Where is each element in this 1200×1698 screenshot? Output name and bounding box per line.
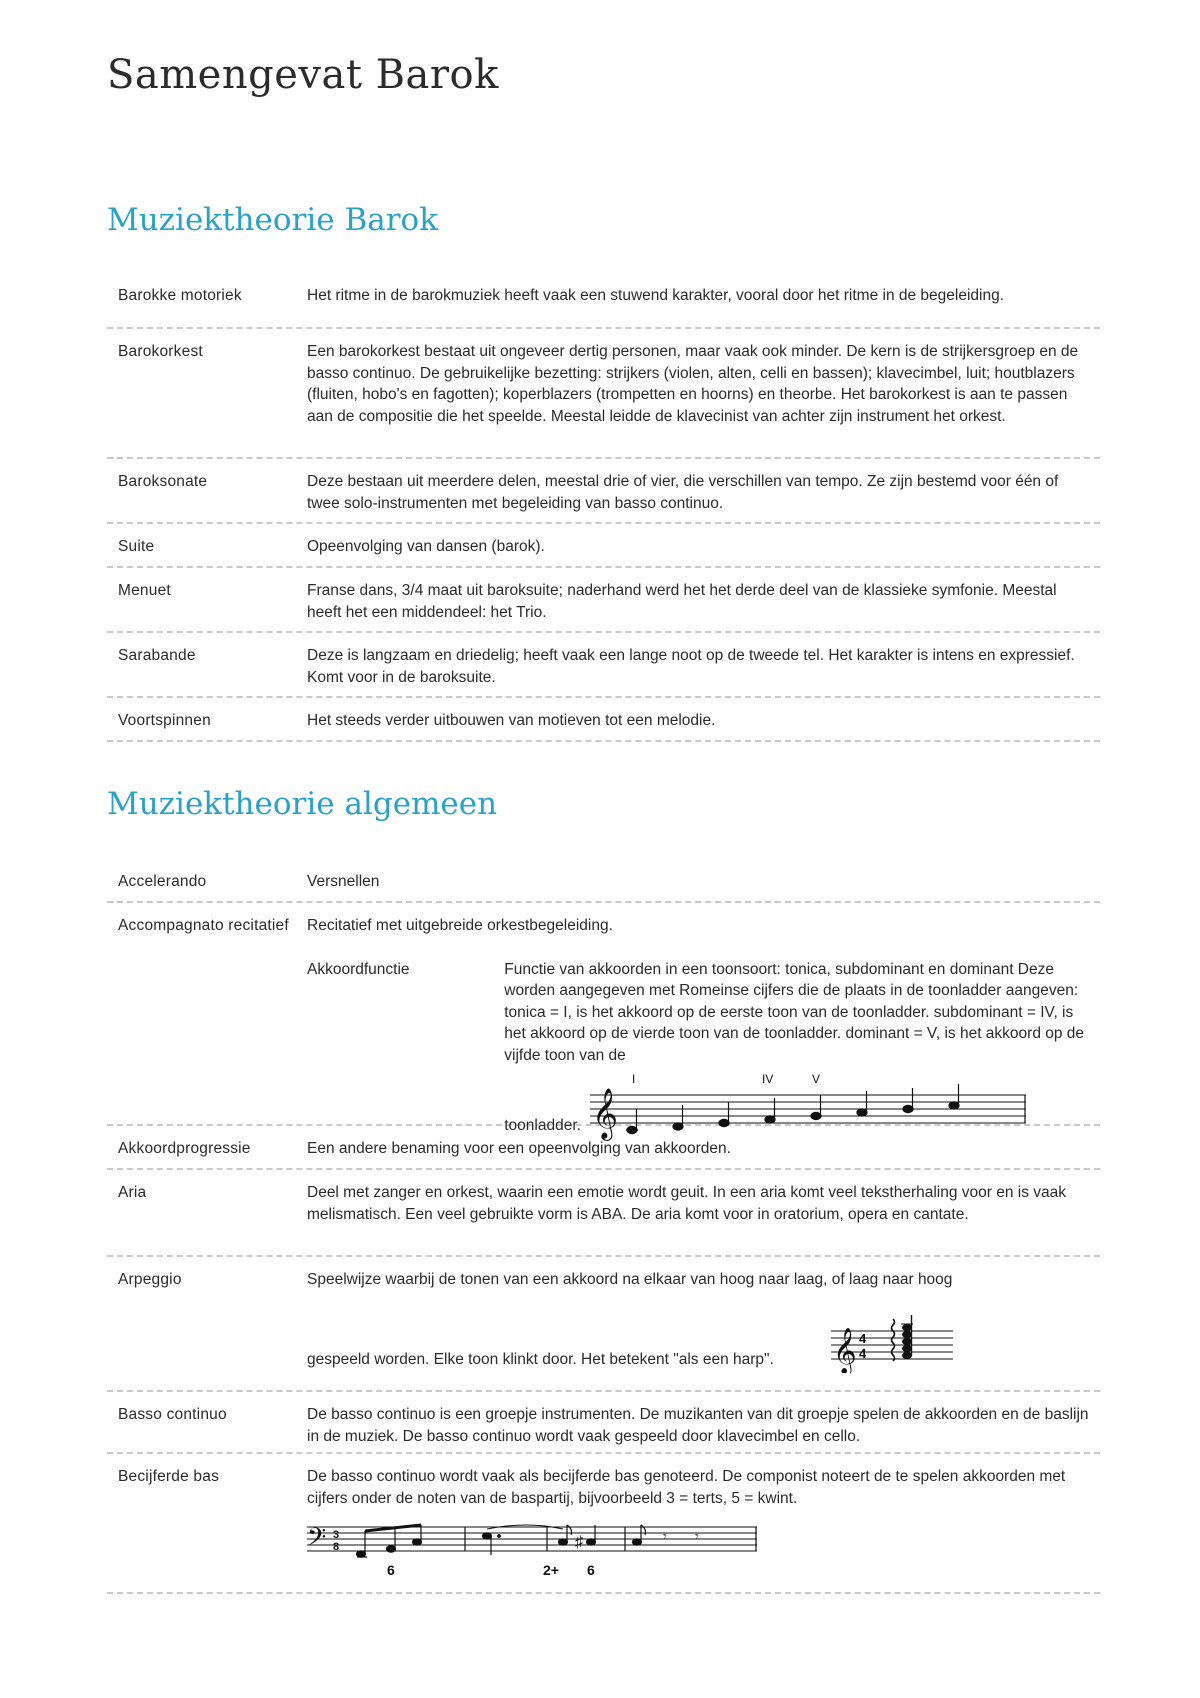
term: Basso continuo [118, 1406, 227, 1423]
term: Accelerando [118, 873, 207, 890]
nested-definition-text: Functie van akkoorden in een toonsoort: tonica, subdominant en dominant Deze worden aangegeven met Romeinse cijfers die de plaats in de toonladder aangeven: tonica = I, is het akkoord op de eerste toon van de toonladder. subdominant = IV, is het akkoord op de vierde toon van de toonladder. dominant = V, is het akkoord op de vijfde toon van de [504, 960, 1085, 1064]
definition-end: gespeeld worden. Elke toon klinkt door. Het betekent "als een harp". [307, 1351, 774, 1368]
table-row [107, 524, 1100, 568]
glossary-table-algemeen [107, 859, 1100, 1594]
term: Sarabande [118, 647, 196, 664]
arpeggio-chord-staff [831, 1313, 961, 1373]
term: Aria [118, 1184, 147, 1201]
note-f [765, 1115, 775, 1122]
definition: Deel met zanger en orkest, waarin een emotie wordt geuit. In een aria komt veel tekstherhaling voor en is vaak melismatisch. Een veel gebruikte vorm is ABA. De aria komt voor in oratorium, opera en cantate. [307, 1184, 1067, 1223]
definition: Het ritme in de barokmuziek heeft vaak een stuwend karakter, vooral door het ritme in de begeleiding. [307, 287, 1005, 304]
table-row [107, 698, 1100, 742]
section-title-barok: Muziektheorie Barok [107, 202, 438, 238]
table-row [107, 903, 1100, 1138]
table-row [107, 1454, 1100, 1594]
time-sig-top: 4 [859, 1330, 867, 1346]
definition [307, 1454, 1100, 1592]
page-title: Samengevat Barok [107, 52, 499, 98]
note-c2 [949, 1101, 959, 1108]
figure-6-second: 6 [587, 1562, 595, 1579]
definition-text: De basso continuo wordt vaak als becijferde bas genoteerd. De componist noteert de te spelen akkoorden met cijfers onder de noten van de baspartij, bijvoorbeeld 3 = terts, 5 = kwint. [307, 1468, 1066, 1507]
glossary-table-barok [107, 273, 1100, 742]
term: Accompagnato recitatief [118, 917, 289, 934]
term: Barokke motoriek [118, 287, 242, 304]
table-row [107, 1392, 1100, 1454]
time-sig-bottom: 4 [859, 1345, 867, 1361]
eighth-rest-icon-2: 𝄾 [695, 1528, 699, 1545]
table-row [107, 568, 1100, 633]
table-row [107, 1170, 1100, 1257]
figured-bass-staff [307, 1517, 767, 1587]
scale-label-IV: IV [762, 1072, 774, 1086]
definition: Een barokorkest bestaat uit ongeveer dertig personen, maar vaak ook minder. De kern is de strijkersgroep en de basso continuo. De gebruikelijke bezetting: strijkers (violen, alten, celli en bassen); klavecimbel, luit; houtblazers (fluiten, hobo's en fagotten); koperblazers (trompetten en hoorns) en theorbe. Het barokorkest is aan te passen aan de compositie die het speelde. Meestal leidde de klavecinist van achter zijn instrument het orkest. [307, 343, 1079, 425]
term: Suite [118, 538, 155, 555]
nested-term: Akkoordfunctie [307, 960, 410, 978]
term: Becijferde bas [118, 1468, 220, 1485]
term: Menuet [118, 582, 171, 599]
table-row [107, 273, 1100, 329]
table-row [107, 1126, 1100, 1170]
definition: Deze is langzaam en driedelig; heeft vaak een lange noot op de tweede tel. Het karakter is intens en expressief. Komt voor in de baroksuite. [307, 647, 1075, 686]
table-row [107, 459, 1100, 524]
scale-label-V: V [812, 1072, 821, 1086]
nested-definition [504, 959, 1092, 1139]
term: Akkoordprogressie [118, 1140, 251, 1157]
figure-2-plus: 2+ [543, 1562, 559, 1579]
sharp-icon: ♯ [575, 1534, 583, 1552]
eighth-rest-icon: 𝄾 [663, 1528, 667, 1545]
table-row [107, 1257, 1100, 1392]
bass-clef-icon: 𝄢 [307, 1524, 327, 1558]
note-g [811, 1112, 821, 1119]
section-title-algemeen: Muziektheorie algemeen [107, 786, 498, 822]
definition [307, 1257, 1100, 1390]
definition: Een andere benaming voor een opeenvolging van akkoorden. [307, 1140, 731, 1157]
definition: Deze bestaan uit meerdere delen, meestal drie of vier, die verschillen van tempo. Ze zijn bestemd voor één of twee solo-instrumenten met begeleiding van basso continuo. [307, 473, 1059, 512]
table-row [107, 633, 1100, 698]
definition: Franse dans, 3/4 maat uit baroksuite; naderhand werd het het derde deel van de klassieke symfonie. Meestal heeft het een middendeel: het Trio. [307, 582, 1057, 621]
definition: Opeenvolging van dansen (barok). [307, 538, 545, 555]
note-b [903, 1105, 913, 1112]
term: Arpeggio [118, 1271, 182, 1288]
term: Barokorkest [118, 343, 203, 360]
term: Voortspinnen [118, 712, 211, 729]
definition: Versnellen [307, 873, 380, 890]
treble-clef-icon: 𝄞 [592, 1088, 619, 1138]
table-row [107, 329, 1100, 459]
definition: Het steeds verder uitbouwen van motieven tot een melodie. [307, 712, 716, 729]
figure-6: 6 [387, 1562, 395, 1579]
treble-clef-icon: 𝄞 [833, 1328, 857, 1373]
arpeggio-line [307, 1291, 1092, 1375]
definition-text: Speelwijze waarbij de tonen van een akkoord na elkaar van hoog naar laag, of laag naar hoog [307, 1271, 953, 1288]
scale-label-I: I [632, 1072, 636, 1086]
term: Baroksonate [118, 473, 208, 490]
nested-entry [307, 959, 1092, 1139]
definition-text: Recitatief met uitgebreide orkestbegeleiding. [307, 917, 613, 934]
definition: De basso continuo is een groepje instrumenten. De muzikanten van dit groepje spelen de akkoorden en de baslijn in de muziek. De basso continuo wordt vaak gespeeld door klavecimbel en cello. [307, 1406, 1089, 1445]
nested-definition-end: toonladder. [504, 1116, 581, 1134]
time-sig-top: 3 [333, 1529, 340, 1542]
definition [307, 903, 1100, 1138]
note-a [857, 1108, 867, 1115]
arpeggio-squiggle-icon [892, 1319, 895, 1361]
time-sig-bottom: 8 [333, 1541, 340, 1554]
table-row [107, 859, 1100, 903]
